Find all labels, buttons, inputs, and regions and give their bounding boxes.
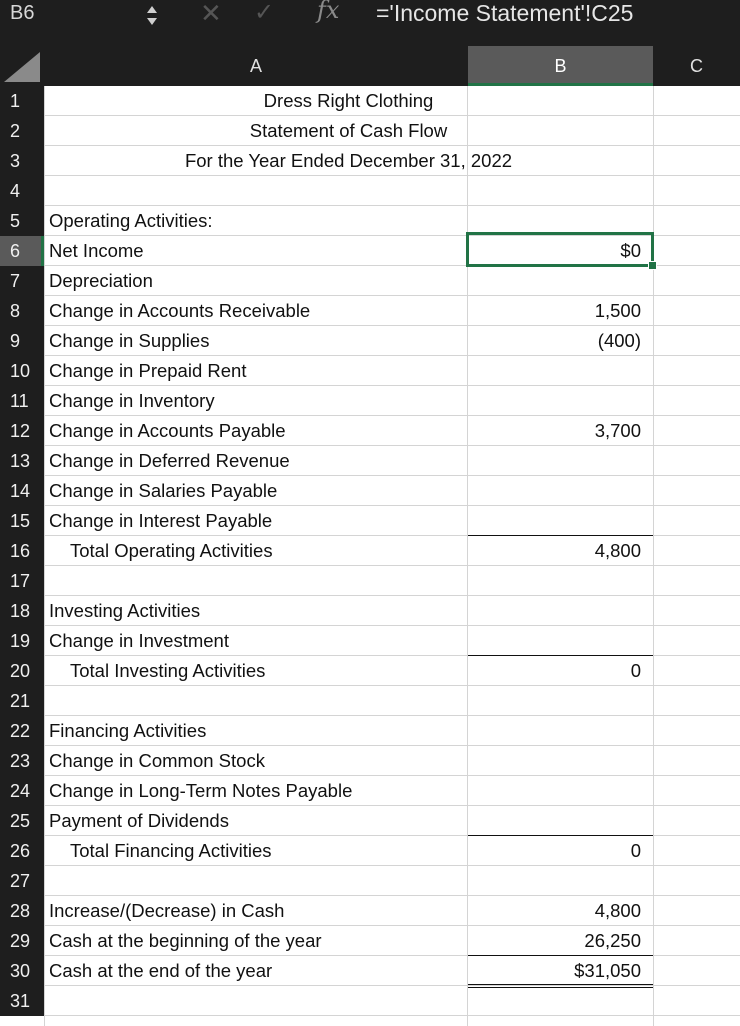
row-header[interactable]: 31 bbox=[0, 986, 44, 1016]
label-cell[interactable]: Change in Accounts Receivable bbox=[49, 300, 311, 321]
label-cell[interactable]: Change in Supplies bbox=[49, 330, 210, 351]
value-cell[interactable] bbox=[467, 176, 641, 206]
value-cell[interactable] bbox=[467, 476, 641, 506]
total-border bbox=[468, 535, 653, 536]
row-header[interactable]: 18 bbox=[0, 596, 44, 626]
value-cell[interactable] bbox=[467, 596, 641, 626]
row-header[interactable]: 7 bbox=[0, 266, 44, 296]
row-header[interactable]: 30 bbox=[0, 956, 44, 986]
value-cell[interactable]: 0 bbox=[630, 660, 641, 681]
row-header[interactable]: 26 bbox=[0, 836, 44, 866]
spreadsheet-grid[interactable] bbox=[0, 46, 740, 1026]
total-border bbox=[468, 655, 653, 656]
column-header-a[interactable]: A bbox=[44, 46, 468, 86]
row-header[interactable]: 4 bbox=[0, 176, 44, 206]
value-cell[interactable] bbox=[467, 86, 641, 116]
row-header[interactable]: 6 bbox=[0, 236, 44, 266]
value-cell[interactable]: 3,700 bbox=[594, 420, 641, 441]
total-border bbox=[468, 955, 653, 956]
value-cell[interactable]: 0 bbox=[630, 840, 641, 861]
row-header[interactable]: 9 bbox=[0, 326, 44, 356]
label-cell[interactable]: Change in Accounts Payable bbox=[49, 420, 286, 441]
row-header[interactable]: 19 bbox=[0, 626, 44, 656]
value-cell[interactable]: 4,800 bbox=[594, 540, 641, 561]
label-cell[interactable]: Investing Activities bbox=[49, 600, 201, 621]
value-cell[interactable] bbox=[467, 146, 641, 176]
label-cell[interactable]: Depreciation bbox=[49, 270, 153, 291]
row-header[interactable]: 5 bbox=[0, 206, 44, 236]
label-cell[interactable]: Total Investing Activities bbox=[70, 660, 266, 681]
fill-handle[interactable] bbox=[648, 261, 657, 270]
row-header[interactable]: 3 bbox=[0, 146, 44, 176]
total-border bbox=[468, 835, 653, 836]
value-cell[interactable] bbox=[467, 866, 641, 896]
value-cell[interactable] bbox=[467, 806, 641, 836]
row-header[interactable]: 25 bbox=[0, 806, 44, 836]
label-cell[interactable]: Operating Activities: bbox=[49, 210, 213, 231]
cancel-icon[interactable]: ✕ bbox=[200, 0, 222, 28]
row-header[interactable]: 15 bbox=[0, 506, 44, 536]
name-box[interactable]: B6 bbox=[10, 2, 35, 24]
active-cell-outline[interactable] bbox=[466, 232, 654, 267]
label-cell[interactable]: Total Financing Activities bbox=[70, 840, 272, 861]
label-cell[interactable]: Change in Common Stock bbox=[49, 750, 265, 771]
row-header[interactable]: 14 bbox=[0, 476, 44, 506]
row-header[interactable]: 16 bbox=[0, 536, 44, 566]
label-cell[interactable]: Change in Inventory bbox=[49, 390, 215, 411]
label-cell[interactable]: Change in Long-Term Notes Payable bbox=[49, 780, 353, 801]
report-title-cell[interactable]: Dress Right Clothing bbox=[263, 90, 434, 111]
value-cell[interactable]: $0 bbox=[620, 240, 641, 261]
value-cell[interactable] bbox=[467, 356, 641, 386]
row-header[interactable]: 8 bbox=[0, 296, 44, 326]
value-cell[interactable]: $31,050 bbox=[574, 960, 641, 981]
formula-bar bbox=[0, 0, 740, 40]
row-header[interactable]: 11 bbox=[0, 386, 44, 416]
value-cell[interactable] bbox=[467, 716, 641, 746]
label-cell[interactable]: Cash at the end of the year bbox=[49, 960, 273, 981]
column-header-b[interactable]: B bbox=[468, 46, 653, 86]
label-cell[interactable]: Payment of Dividends bbox=[49, 810, 229, 831]
label-cell[interactable]: Change in Investment bbox=[49, 630, 229, 651]
select-all-button[interactable] bbox=[0, 46, 44, 86]
value-cell[interactable] bbox=[467, 686, 641, 716]
column-header-c[interactable]: C bbox=[653, 46, 740, 86]
label-cell[interactable]: Net Income bbox=[49, 240, 144, 261]
value-cell[interactable] bbox=[467, 746, 641, 776]
label-cell[interactable]: Financing Activities bbox=[49, 720, 207, 741]
row-header[interactable]: 24 bbox=[0, 776, 44, 806]
row-header[interactable]: 10 bbox=[0, 356, 44, 386]
value-cell[interactable] bbox=[467, 986, 641, 1016]
label-cell[interactable]: Cash at the beginning of the year bbox=[49, 930, 322, 951]
row-header[interactable]: 22 bbox=[0, 716, 44, 746]
value-cell[interactable] bbox=[467, 566, 641, 596]
row-header[interactable]: 1 bbox=[0, 86, 44, 116]
row-header[interactable]: 20 bbox=[0, 656, 44, 686]
label-cell[interactable]: Change in Salaries Payable bbox=[49, 480, 278, 501]
value-cell[interactable] bbox=[467, 266, 641, 296]
row-header[interactable]: 13 bbox=[0, 446, 44, 476]
value-cell[interactable]: 26,250 bbox=[584, 930, 641, 951]
value-cell[interactable]: 4,800 bbox=[594, 900, 641, 921]
enter-icon[interactable]: ✓ bbox=[254, 0, 275, 26]
value-cell[interactable] bbox=[467, 116, 641, 146]
row-header[interactable]: 2 bbox=[0, 116, 44, 146]
row-header[interactable]: 29 bbox=[0, 926, 44, 956]
row-header[interactable]: 21 bbox=[0, 686, 44, 716]
insert-function-icon[interactable]: fx bbox=[317, 0, 340, 24]
row-header[interactable]: 27 bbox=[0, 866, 44, 896]
label-cell[interactable]: Increase/(Decrease) in Cash bbox=[49, 900, 285, 921]
formula-input[interactable]: ='Income Statement'!C25 bbox=[376, 0, 634, 26]
value-cell[interactable] bbox=[467, 626, 641, 656]
report-title-cell[interactable]: Statement of Cash Flow bbox=[249, 120, 448, 141]
value-cell[interactable] bbox=[467, 446, 641, 476]
row-header[interactable]: 23 bbox=[0, 746, 44, 776]
row-header[interactable]: 12 bbox=[0, 416, 44, 446]
label-cell[interactable]: Total Operating Activities bbox=[70, 540, 273, 561]
row-header[interactable]: 17 bbox=[0, 566, 44, 596]
value-cell[interactable] bbox=[467, 776, 641, 806]
value-cell[interactable] bbox=[467, 386, 641, 416]
value-cell[interactable] bbox=[467, 506, 641, 536]
label-cell[interactable]: Change in Prepaid Rent bbox=[49, 360, 247, 381]
report-title-cell[interactable]: For the Year Ended December 31, 2022 bbox=[184, 150, 513, 171]
name-box-dropdown-icon[interactable] bbox=[146, 4, 160, 30]
label-cell[interactable]: Change in Deferred Revenue bbox=[49, 450, 290, 471]
label-cell[interactable]: Change in Interest Payable bbox=[49, 510, 273, 531]
value-cell[interactable]: 1,500 bbox=[594, 300, 641, 321]
row-header[interactable]: 28 bbox=[0, 896, 44, 926]
value-cell[interactable]: (400) bbox=[597, 330, 641, 351]
